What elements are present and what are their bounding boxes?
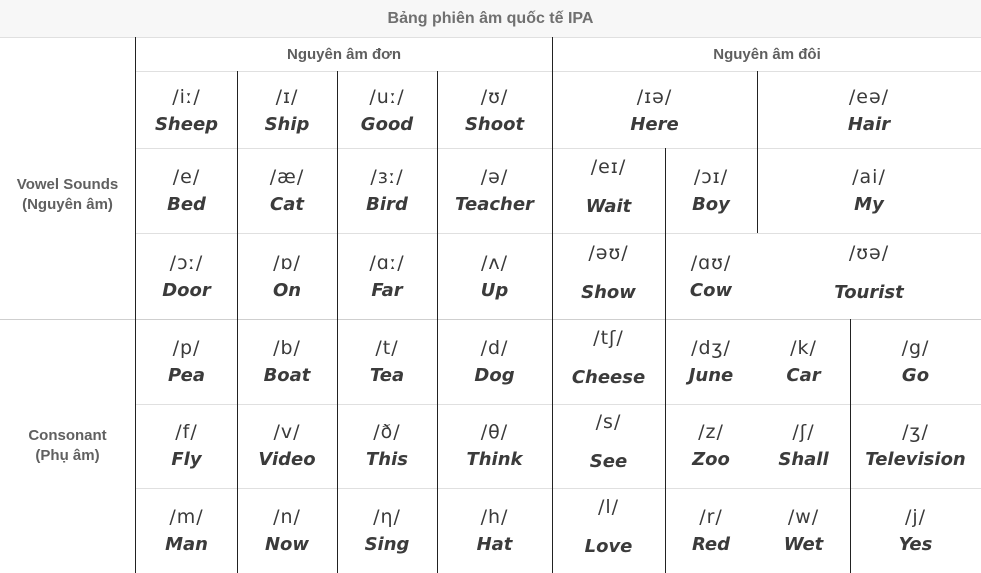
consonant-cell <box>665 337 757 386</box>
vowel-cell <box>437 252 552 301</box>
vowel-cell <box>136 166 237 215</box>
vowel-cell <box>552 156 665 217</box>
example-word: Cat <box>270 194 304 215</box>
ipa-symbol: /ɪə/ <box>636 86 673 108</box>
example-word: Sheep <box>154 114 219 135</box>
example-word: June <box>688 365 734 386</box>
ipa-symbol: /ʌ/ <box>480 252 509 274</box>
consonant-cell <box>552 411 665 472</box>
row-head-consonants-label: Consonant (Phụ âm) <box>28 427 107 464</box>
ipa-symbol: /f/ <box>175 421 198 443</box>
row-head-vowels <box>0 71 135 319</box>
example-word: Car <box>786 365 821 386</box>
consonant-cell <box>337 506 437 555</box>
vowel-cell <box>136 252 237 301</box>
example-word: Bed <box>167 194 206 215</box>
ipa-symbol: /ʃ/ <box>792 421 815 443</box>
example-word: Show <box>581 282 636 303</box>
example-word: Ship <box>264 114 310 135</box>
ipa-symbol: /eə/ <box>848 86 890 108</box>
consonant-cell <box>850 506 981 555</box>
example-word: Hair <box>847 114 891 135</box>
example-word: Bird <box>366 194 408 215</box>
consonant-cell <box>850 421 981 470</box>
example-word: Red <box>691 534 731 555</box>
row-head-vowels-label: Vowel Sounds (Nguyên âm) <box>16 176 119 213</box>
vowel-cell <box>337 86 437 135</box>
example-word: Far <box>371 280 403 301</box>
example-word: Zoo <box>692 449 730 470</box>
example-word: Cow <box>689 280 733 301</box>
ipa-symbol: /n/ <box>273 506 301 528</box>
consonant-cell <box>337 421 437 470</box>
ipa-symbol: /θ/ <box>480 421 509 443</box>
table-title: Bảng phiên âm quốc tế IPA <box>0 0 981 38</box>
ipa-symbol: /ɪ/ <box>275 86 299 108</box>
consonant-cell <box>665 506 757 555</box>
header-single-vowels: Nguyên âm đơn <box>286 45 401 63</box>
ipa-symbol: /l/ <box>597 496 620 518</box>
ipa-symbol: /ɔɪ/ <box>693 166 729 188</box>
consonant-cell <box>552 496 665 557</box>
ipa-symbol: /ɒ/ <box>273 252 301 274</box>
example-word: On <box>272 280 302 301</box>
consonant-cell <box>136 506 237 555</box>
ipa-symbol: /ɜː/ <box>370 166 404 188</box>
ipa-symbol: /ɑː/ <box>369 252 405 274</box>
example-word: Fly <box>171 449 202 470</box>
example-word: Wet <box>783 534 824 555</box>
example-word: Door <box>162 280 211 301</box>
consonant-cell <box>437 421 552 470</box>
example-word: Hat <box>476 534 513 555</box>
ipa-symbol: /uː/ <box>369 86 405 108</box>
consonant-cell <box>237 337 337 386</box>
ipa-symbol: /w/ <box>787 506 820 528</box>
example-word: Tea <box>369 365 405 386</box>
example-word: Television <box>865 449 966 470</box>
example-word: Up <box>480 280 509 301</box>
example-word: My <box>854 194 884 215</box>
consonant-cell <box>136 421 237 470</box>
example-word: Pea <box>167 365 206 386</box>
example-word: Good <box>360 114 414 135</box>
consonant-cell <box>437 506 552 555</box>
consonant-cell <box>757 421 850 470</box>
example-word: Think <box>466 449 523 470</box>
vowel-cell <box>757 166 981 215</box>
example-word: Yes <box>898 534 933 555</box>
ipa-symbol: /d/ <box>480 337 509 359</box>
vowel-cell <box>757 242 981 303</box>
ipa-symbol: /dʒ/ <box>691 337 731 359</box>
vowel-cell <box>237 166 337 215</box>
consonant-cell <box>237 506 337 555</box>
ipa-symbol: /tʃ/ <box>593 327 624 349</box>
ipa-symbol: /p/ <box>172 337 201 359</box>
consonant-cell <box>665 421 757 470</box>
vowel-cell <box>237 252 337 301</box>
ipa-symbol: /h/ <box>480 506 509 528</box>
example-word: See <box>589 451 628 472</box>
ipa-symbol: /m/ <box>169 506 204 528</box>
vowel-cell <box>337 252 437 301</box>
vowel-cell <box>136 86 237 135</box>
ipa-symbol: /ʊə/ <box>848 242 890 264</box>
vowel-cell <box>757 86 981 135</box>
example-word: Sing <box>364 534 410 555</box>
ipa-symbol: /iː/ <box>172 86 201 108</box>
example-word: Shoot <box>464 114 525 135</box>
consonant-cell <box>850 337 981 386</box>
consonant-cell <box>437 337 552 386</box>
ipa-symbol: /e/ <box>172 166 201 188</box>
ipa-symbol: /eɪ/ <box>590 156 627 178</box>
vowel-cell <box>437 166 552 215</box>
consonant-cell <box>237 421 337 470</box>
ipa-symbol: /g/ <box>901 337 930 359</box>
ipa-symbol: /b/ <box>273 337 301 359</box>
ipa-symbol: /ɑʊ/ <box>690 252 732 274</box>
vowel-cell <box>552 86 757 135</box>
example-word: Teacher <box>455 194 534 215</box>
example-word: Here <box>630 114 679 135</box>
ipa-symbol: /ð/ <box>373 421 401 443</box>
ipa-symbol: /k/ <box>790 337 817 359</box>
consonant-cell <box>337 337 437 386</box>
vowel-cell <box>552 242 665 303</box>
row-head-consonants <box>0 319 135 573</box>
ipa-symbol: /ə/ <box>480 166 509 188</box>
example-word: Shall <box>778 449 829 470</box>
ipa-symbol: /æ/ <box>269 166 305 188</box>
example-word: Now <box>264 534 310 555</box>
header-double-vowels: Nguyên âm đôi <box>713 45 821 63</box>
ipa-symbol: /əʊ/ <box>588 242 629 264</box>
example-word: Wait <box>585 196 632 217</box>
example-word: Tourist <box>834 282 904 303</box>
example-word: Love <box>584 536 633 557</box>
ipa-symbol: /v/ <box>273 421 301 443</box>
example-word: Go <box>901 365 930 386</box>
consonant-cell <box>136 337 237 386</box>
consonant-cell <box>757 506 850 555</box>
example-word: Dog <box>474 365 515 386</box>
example-word: Boat <box>263 365 311 386</box>
ipa-symbol: /r/ <box>699 506 723 528</box>
ipa-symbol: /z/ <box>698 421 724 443</box>
vowel-cell <box>437 86 552 135</box>
example-word: Boy <box>692 194 730 215</box>
vowel-cell <box>665 166 757 215</box>
ipa-symbol: /s/ <box>595 411 622 433</box>
ipa-symbol: /ʒ/ <box>902 421 929 443</box>
ipa-symbol: /t/ <box>375 337 399 359</box>
vowel-cell <box>337 166 437 215</box>
ipa-symbol: /η/ <box>373 506 401 528</box>
vowel-cell <box>665 252 757 301</box>
ipa-symbol: /ɔː/ <box>169 252 204 274</box>
example-word: Cheese <box>571 367 646 388</box>
ipa-symbol: /ʊ/ <box>480 86 509 108</box>
consonant-cell <box>552 327 665 388</box>
consonant-cell <box>757 337 850 386</box>
example-word: Man <box>165 534 208 555</box>
example-word: Video <box>258 449 316 470</box>
ipa-symbol: /j/ <box>904 506 927 528</box>
example-word: This <box>366 449 408 470</box>
vowel-cell <box>237 86 337 135</box>
ipa-symbol: /ai/ <box>852 166 886 188</box>
